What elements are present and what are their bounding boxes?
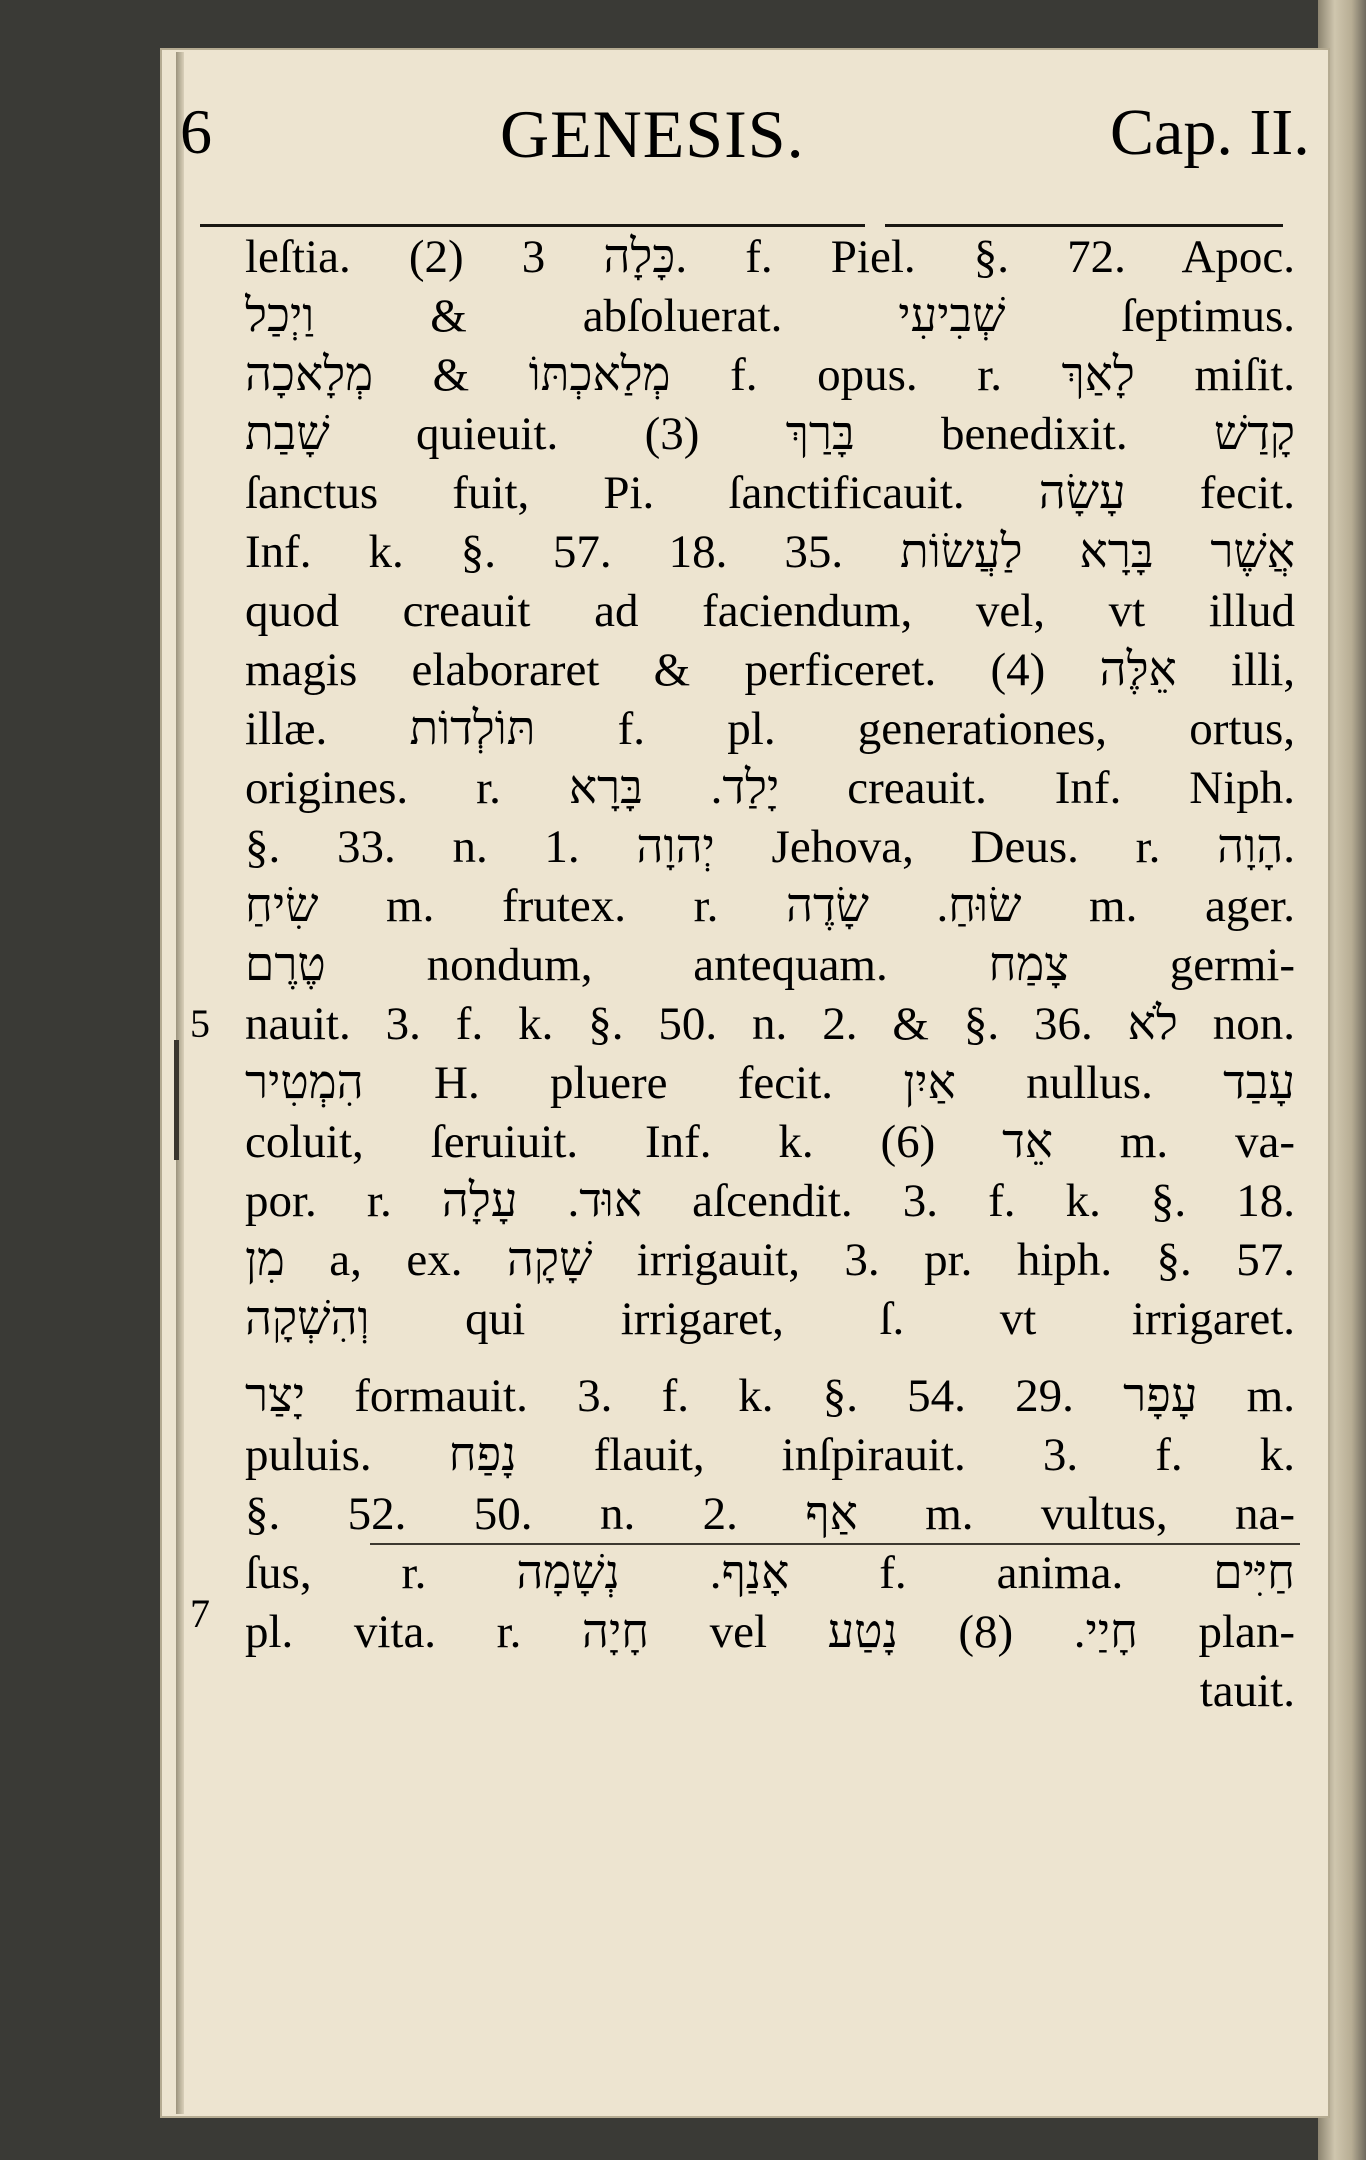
glossary-text bbox=[245, 228, 1295, 1721]
text-line-12: שִׂיחַ m. frutex. r. שׂוּחַ. שָׂדֶה m. ager. bbox=[245, 880, 1295, 932]
text-line-19: וְהִשְׁקָה qui irrigaret, ſ. vt irrigaret. bbox=[245, 1293, 1295, 1345]
verse-marker-7: 7 bbox=[190, 1591, 210, 1636]
text-line-18: מִן a, ex. שָׁקָה irrigauit, 3. pr. hiph. §. 57. bbox=[245, 1234, 1295, 1286]
text-line-2: וַיְכַל & abſoluerat. שְׁבִיעִי ſeptimus. bbox=[245, 290, 1295, 342]
text-line-3: מְלַאכְתּוֹ & מְלָאכָה f. opus. r. לָאַךְ miſit. bbox=[245, 349, 1295, 401]
page-header bbox=[180, 95, 1366, 205]
header-rule-left bbox=[200, 224, 865, 227]
text-line-24: pl. vita. r. חָיָה vel חָיַי. (8) נָטַע plan- bbox=[245, 1606, 1295, 1658]
text-line-1: leſtia. (2) כָּלָה 3. f. Piel. §. 72. Apoc. bbox=[245, 231, 1295, 283]
text-line-9: illæ. תּוֹלְדוֹת f. pl. generationes, ortus, bbox=[245, 703, 1295, 755]
running-title: GENESIS. bbox=[500, 96, 805, 172]
text-line-23: ſus, r. אָנַף. נְשָׁמָה f. anima. חַיִּים bbox=[245, 1547, 1295, 1599]
text-line-20: יָצַר formauit. 3. f. k. §. 54. 29. עָפָר m. bbox=[245, 1370, 1295, 1422]
text-line-10: origines. r. יָלַד. בָּרָא creauit. Inf. Niph. bbox=[245, 762, 1295, 814]
text-line-4: שָׁבַת quieuit. (3) בָּרַךְ benedixit. קָדַשׁ bbox=[245, 408, 1295, 460]
text-line-7: quod creauit ad faciendum, vel, vt illud bbox=[245, 585, 1295, 637]
header-rule-right bbox=[885, 224, 1283, 227]
text-line-25: tauit. bbox=[1199, 1665, 1295, 1717]
text-line-22: §. 52. 50. n. 2. אַף m. vultus, na- bbox=[245, 1488, 1295, 1540]
page-number: 6 bbox=[180, 96, 212, 167]
verse-marker-5: 5 bbox=[190, 1001, 210, 1046]
text-line-5: ſanctus fuit, Pi. ſanctificauit. עָשָׂה fecit. bbox=[245, 467, 1295, 519]
text-line-15: הִמְטִיר H. pluere fecit. אַיִן nullus. עָבַד bbox=[245, 1057, 1295, 1109]
text-line-11: §. 33. n. 1. יְהוָה Jehova, Deus. r. הָוָה. bbox=[245, 821, 1295, 873]
text-line-14: nauit. 3. f. k. §. 50. n. 2. & §. 36. לֹא non. bbox=[245, 998, 1295, 1050]
margin-mark bbox=[174, 1040, 179, 1160]
text-line-16: coluit, ſeruiuit. Inf. k. (6) אֵד m. va- bbox=[245, 1116, 1295, 1168]
text-line-6: Inf. k. §. 57. 18. 35. אֲשֶׁר בָּרָא לַעֲשׂוֹת bbox=[245, 526, 1295, 578]
text-line-8: magis elaboraret & perficeret. (4) אֵלֶּה illi, bbox=[245, 644, 1295, 696]
text-line-17: por. r. אוּד. עָלָה aſcendit. 3. f. k. §. 18. bbox=[245, 1175, 1295, 1227]
text-line-21: puluis. נָפַח flauit, inſpirauit. 3. f. k. bbox=[245, 1429, 1295, 1481]
text-line-13: טֶרֶם nondum, antequam. צָמַח germi- bbox=[245, 939, 1295, 991]
chapter-label: Cap. II. bbox=[1110, 96, 1310, 169]
